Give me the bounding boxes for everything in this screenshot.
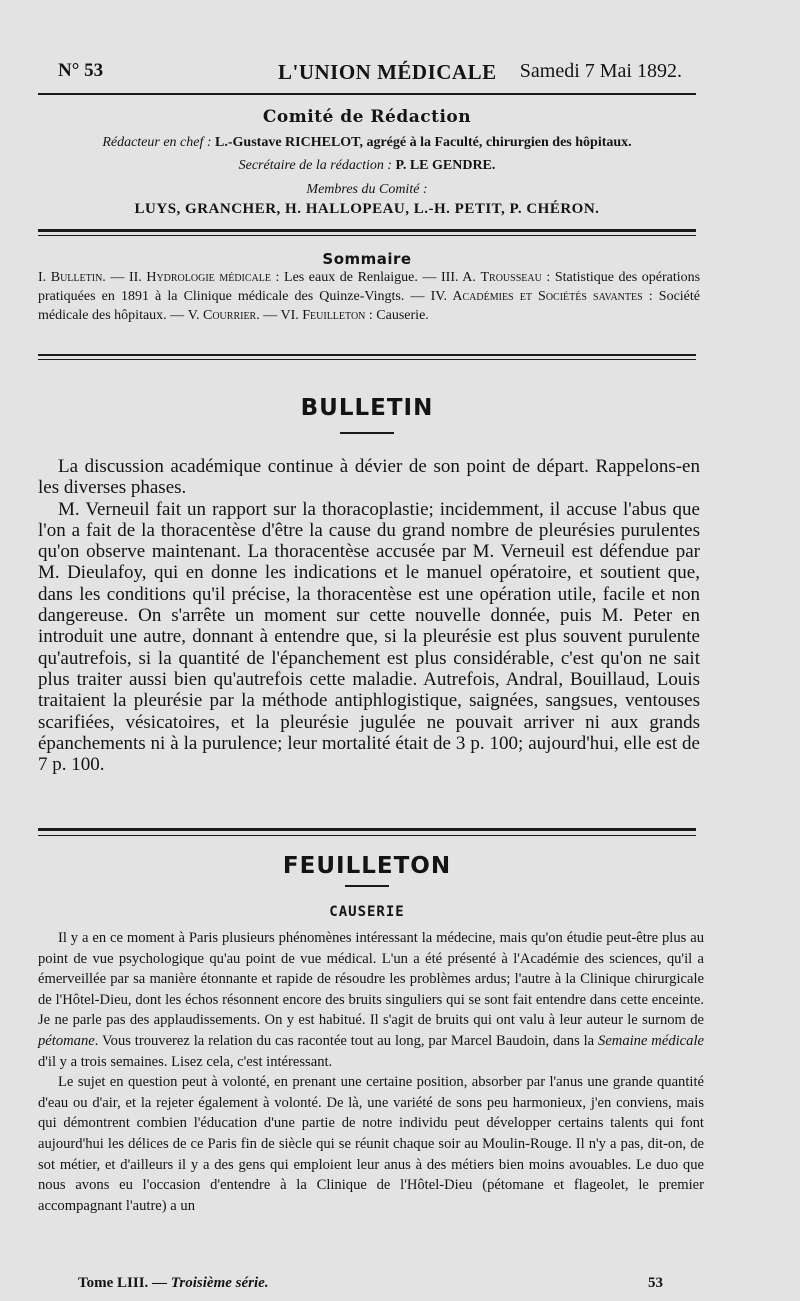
feuilleton-title-rule bbox=[345, 885, 389, 887]
bulletin-title-rule bbox=[340, 432, 394, 434]
sommaire-rule-2 bbox=[38, 359, 696, 360]
redacteur-label: Rédacteur en chef : bbox=[102, 135, 212, 150]
secretaire-label: Secrétaire de la rédaction : bbox=[238, 158, 393, 173]
sommaire-text: I. Bulletin. — II. Hydrologie médicale : Les eaux de Renlaigue. — III. A. Trousseau : Statistique des opérations pratiquées en 1891 à la Clinique médicale des Quinze-Vingts. — IV. Académies et Sociétés savantes : Société médicale des hôpitaux. — V. Courrier. — VI. Feuilleton : Causerie. bbox=[38, 270, 701, 323]
bulletin-body bbox=[38, 456, 700, 775]
bulletin-paragraph: M. Verneuil fait un rapport sur la thoracoplastie; incidemment, il accuse l'abus que l'on a fait de la thoracentèse d'être la cause du grand nombre de pleurésies purulentes qu'on observe maintenant. La thoracentèse accusée par M. Verneuil est défendue par M. Dieulafoy, qui en donne les indications et le manuel opératoire, et soutient que, dans les conditions qu'il précise, la thoracentèse est une opération utile, facile et non dangereuse. On s'arrête un moment sur cette nouvelle donnée, puis M. Peter en introduit une autre, donnant à entendre que, si la pleurésie est plus souvent purulente qu'autrefois, si la quantité de l'épanchement est plus considérable, c'est qu'on ne sait plus traiter aussi bien qu'autrefois cette maladie. Autrefois, Andral, Bouillaud, Louis traitaient la pleurésie par la méthode antiphlogistique, saignées, sangsues, ventouses scarifiées, vésicatoires, et la pleurésie jugulée ne pouvait arriver ni aux grands épanchements ni à la purulence; leur mortalité était de 3 p. 100; aujourd'hui, elle est de 7 p. 100. bbox=[38, 498, 700, 776]
sommaire-rule-1 bbox=[38, 354, 696, 356]
masthead bbox=[58, 60, 698, 90]
page-number: 53 bbox=[648, 1275, 663, 1291]
bulletin-paragraph: La discussion académique continue à dévier de son point de départ. Rappelons-en les diverses phases. bbox=[38, 456, 700, 499]
secretaire-value: P. LE GENDRE. bbox=[395, 158, 496, 173]
feuilleton-paragraph: Il y a en ce moment à Paris plusieurs phénomènes intéressant la médecine, mais qu'on étudie peut-être plus au point de vue psychologique qu'au point de vue médical. L'un a été présenté à l'Académie des sciences, qu'il a émerveillée par sa manière étonnante et rapide de résoudre les problèmes ardus; l'autre à la Clinique chirurgicale de l'Hôtel-Dieu, dont les échos résonnent encore des bruits singuliers qui se sont fait entendre dans cette enceinte. Je ne parle pas des applaudissements. On y est habitué. Il s'agit de bruits qui ont valu à leur auteur le surnom de pétomane. Vous trouverez la relation du cas racontée tout au long, par Marcel Baudoin, dans la Semaine médicale d'il y a trois semaines. Lisez cela, c'est intéressant. bbox=[38, 930, 704, 1070]
bulletin-title: BULLETIN bbox=[300, 395, 434, 421]
footer-tome: Tome LIII. — Troisième série. bbox=[78, 1275, 269, 1291]
redacteur-value: L.-Gustave RICHELOT, agrégé à la Faculté, chirurgien des hôpitaux. bbox=[215, 135, 632, 150]
comite-rule-1 bbox=[38, 229, 696, 232]
feuilleton-title: FEUILLETON bbox=[282, 853, 452, 879]
feuilleton-paragraph: Le sujet en question peut à volonté, en prenant une certaine position, absorber par l'anus une grande quantité d'eau ou d'air, et la rejeter également à volonté. De là, une variété de sons peu harmonieux, j'en conviens, mais qui démontrent combien l'éducation d'une partie de notre individu peut développer certains talents qui font aujourd'hui les délices de ce Paris fin de siècle qui se réunit chaque soir au Moulin-Rouge. Il n'y a pas, dit-on, de sot métier, et d'ailleurs il y a des gens qui emploient leur anus à des métiers bien moins avouables. Le duo que nous avons eu l'occasion d'entendre à la Clinique de l'Hôtel-Dieu (pétomane et flageolet, le premier accompagnant l'autre) a un bbox=[38, 1074, 704, 1214]
comite-membres-label: Membres du Comité : bbox=[306, 182, 428, 197]
comite-membres: LUYS, GRANCHER, H. HALLOPEAU, L.-H. PETIT, P. CHÉRON. bbox=[134, 201, 600, 217]
comite-rule-2 bbox=[38, 235, 696, 236]
journal-title: L'UNION MÉDICALE bbox=[278, 60, 497, 84]
header-rule bbox=[38, 93, 696, 95]
issue-number: N° 53 bbox=[58, 60, 104, 81]
comite-title: Comité de Rédaction bbox=[262, 107, 472, 127]
causerie-title: CAUSERIE bbox=[329, 904, 405, 920]
issue-date: Samedi 7 Mai 1892. bbox=[519, 60, 682, 82]
sommaire-title: Sommaire bbox=[322, 250, 412, 268]
bulletin-rule-2 bbox=[38, 835, 696, 836]
comite-redacteur bbox=[38, 135, 696, 151]
bulletin-rule-1 bbox=[38, 828, 696, 831]
comite-secretaire bbox=[38, 158, 696, 174]
feuilleton-body bbox=[38, 928, 704, 1216]
